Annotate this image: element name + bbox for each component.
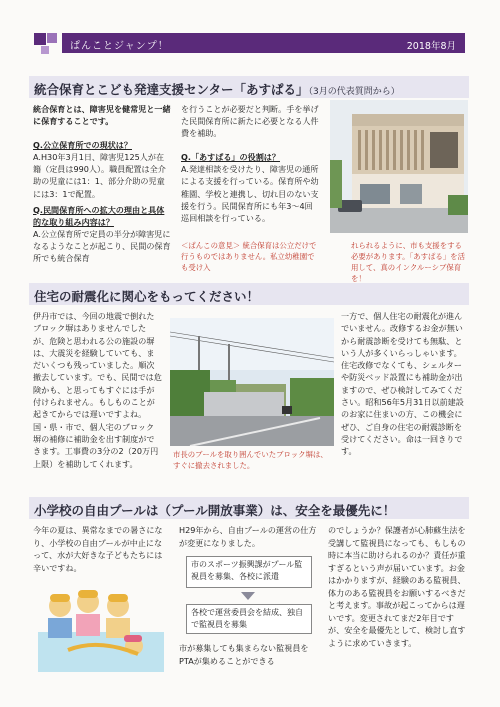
newsletter-title: ぱんことジャンプ！ (70, 41, 169, 52)
logo-square-3 (41, 46, 49, 54)
answer-1: A.H30年3月1日、障害児125人が在籍（定員は990人）。職員配置は全介助の児童には1：1、部分介助の児童には3：1で配置。 (33, 152, 166, 199)
flow-box-new-system: 各校で運営委員会を結成、独自で監視員を募集 (186, 604, 312, 634)
question-3: Q.「あすぱる」の役割は？ (181, 152, 280, 163)
opinion-text: ＜ぱんこの意見＞ 統合保育は公立だけで行うものではありません。私立幼稚園でも受け入 (181, 241, 317, 272)
section3-col2-bottom: 市が募集しても集まらない監視員をPTAが集めることができる (179, 643, 309, 666)
flow-box-old-system: 市のスポーツ振興課がプール監視員を募集、各校に派遣 (186, 556, 312, 588)
section3-col2-top: H29年から、自由プールの運営の仕方が変更になりました。 (179, 525, 317, 548)
swimming-kids-illustration (38, 580, 164, 672)
section3-col1: 今年の夏は、異常なまでの暑さになり、小学校の自由プールが中止になって、水が大好きな子どもたちには辛いですね。 (33, 525, 163, 573)
section2-col1: 伊丹市では、今回の地震で倒れたブロック塀はありませんでしたが、危険と思われる公の施設の塀は、大震災を経験していても、まだいくつも残っていました。順次撤去しています。でも、民間では危険かも、と思ってもすぐには手が付けられません。もしものことが起きてからでは遅いですよね。国・県・市で、個人宅のブロック塀の補修に補助金を出す制度ができます。工事費の3分の2（20万円上限）を補助してくれます。 (33, 311, 162, 469)
issue-date: 2018年8月 (406, 41, 456, 52)
question-1: Q.公立保育所での現状は？ (33, 140, 132, 151)
logo-square-1 (34, 33, 46, 45)
question-2: Q.民間保育所への拡大の理由と具体的な取り組み内容は？ (33, 204, 165, 227)
section2-title: 住宅の耐震化に関心をもってください！ (34, 289, 260, 304)
building-photo (330, 100, 468, 233)
section2-col3: 一方で、個人住宅の耐震化が進んでいません。改修するお金が無いから耐震診断を受けても無駄、という人が多くいらっしゃいます。住宅改修でなくても、シェルターや防災ベッド設置にも補助金が出ますので、ぜひ検討してみてください。昭和56年5月31日以前建設のお家に住まいの方、この機会にぜひ、ご自身の住宅の耐震診断を受けてください。命は一回きりです。 (341, 311, 464, 457)
section1-subtitle: （3月の代表質問から） (308, 87, 400, 97)
answer-2-cont: を行うことが必要だと判断。手を挙げた民間保育所に新たに必要となる人件費を補助。 (181, 104, 319, 139)
intro-text: 統合保育とは、障害児を健常児と一緒に保育することです。 (33, 104, 171, 127)
section1-col2 (181, 103, 319, 224)
answer-2: A.公立保育所で定員の半分が障害児になるようなことが起こり、民間の保育所でも統合保育 (33, 228, 171, 264)
flow-arrow (241, 592, 255, 600)
section1-title: 統合保育とこども発達支援センター「あすぱる」（3月の代表質問から） (34, 82, 400, 97)
block-wall-caption: 市長のブールを取り囲んでいたブロック塀は、すぐに撤去されました。 (173, 450, 328, 470)
logo-square-2 (47, 33, 57, 43)
block-wall-photo (170, 318, 334, 446)
section3-col3: のでしょうか？保護者が心肺蘇生法を受講して監視員になっても、もしもの時に本当に助けられるのか？責任が重すぎるという声が届いています。お金はかかりますが、経験のある監視員、体力のある監視員をお願いするべきだと考えます。事故が起こってからは遅いです。変更されてまだ2年目ですが、安全を最優先として、検討し直すように求めていきます。 (328, 525, 466, 648)
opinion-cont-text: れられるように、市も支援をする必要があります。「あすぱる」を活用して、真のインクルーシブ保育を！ (351, 241, 465, 283)
section3-title: 小学校の自由プールは（プール開放事業）は、安全を最優先に！ (34, 503, 396, 518)
answer-3: A.発達相談を受けたり、障害児の通所による支援を行っている。保育所や幼稚園、学校と連携し、切れ目のない支援を行う。民間保育所にも年3〜4回巡回相談を行っている。 (181, 164, 319, 223)
section1-col1 (33, 103, 171, 264)
